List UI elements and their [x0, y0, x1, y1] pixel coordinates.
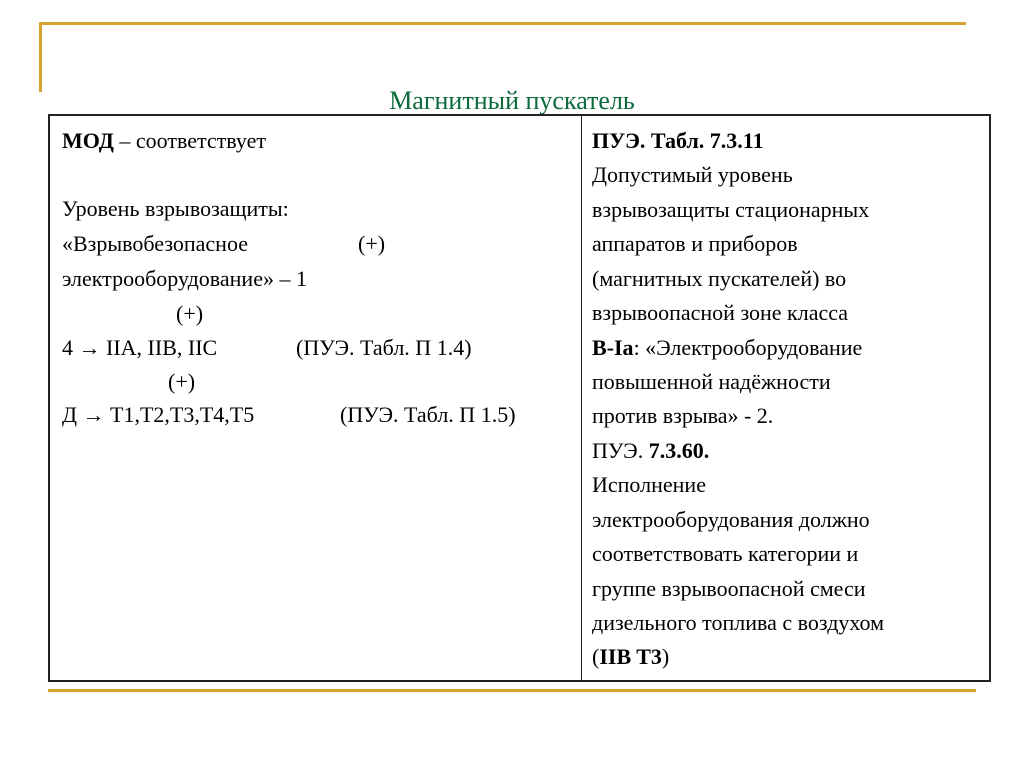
mod-label: МОД — [62, 128, 114, 153]
left-ref-2: (ПУЭ. Табл. П 1.5) — [340, 402, 516, 427]
pue-clause: 7.3.60. — [648, 438, 710, 463]
right-line-14: группе взрывоопасной смеси — [592, 576, 866, 601]
plus-mark-1: (+) — [358, 231, 386, 256]
right-line-4: аппаратов и приборов — [592, 231, 798, 256]
right-line-13: соответствовать категории и — [592, 541, 859, 566]
plus-mark-2: (+) — [176, 301, 204, 326]
text: ( — [592, 644, 600, 669]
left-line-3: «Взрывобезопасное — [62, 231, 248, 256]
left-line-1 — [62, 128, 266, 154]
content-table — [48, 114, 991, 682]
right-line-15: дизельного топлива с воздухом — [592, 610, 885, 635]
left-ref-1: (ПУЭ. Табл. П 1.4) — [296, 335, 472, 360]
left-decor-line — [39, 22, 42, 92]
left-line-8: Д → T1,T2,T3,T4,T5 — [62, 402, 255, 427]
left-line-2: Уровень взрывозащиты: — [62, 196, 289, 221]
right-line-7 — [592, 335, 862, 361]
right-line-5: (магнитных пускателей) во — [592, 266, 847, 291]
right-line-2: Допустимый уровень — [592, 162, 793, 187]
right-line-11: Исполнение — [592, 472, 706, 497]
right-line-6: взрывоопасной зоне класса — [592, 300, 849, 325]
right-line-16 — [592, 644, 669, 670]
right-line-9: против взрыва» - 2. — [592, 403, 774, 428]
slide-title: Магнитный пускатель — [389, 86, 635, 115]
text: ПУЭ. — [592, 438, 649, 463]
bottom-decor-line — [48, 689, 976, 692]
right-line-10 — [592, 438, 709, 464]
text: ) — [661, 644, 670, 669]
plus-mark-3: (+) — [168, 369, 196, 394]
mixture-category: IIB T3 — [599, 644, 662, 669]
left-line-4: электрооборудование» – 1 — [62, 266, 307, 291]
right-line-3: взрывозащиты стационарных — [592, 197, 870, 222]
right-line-8: повышенной надёжности — [592, 369, 831, 394]
text: – соответствует — [113, 128, 267, 153]
right-line-12: электрооборудования должно — [592, 507, 870, 532]
text: : «Электрооборудование — [633, 335, 863, 360]
column-divider — [581, 116, 582, 680]
pue-ref-heading: ПУЭ. Табл. 7.3.11 — [592, 128, 764, 153]
left-line-6: 4 → IIA, IIB, IIC — [62, 335, 218, 360]
right-line-1 — [592, 128, 764, 154]
zone-class: В-Ia — [592, 335, 634, 360]
top-decor-line — [40, 22, 966, 25]
